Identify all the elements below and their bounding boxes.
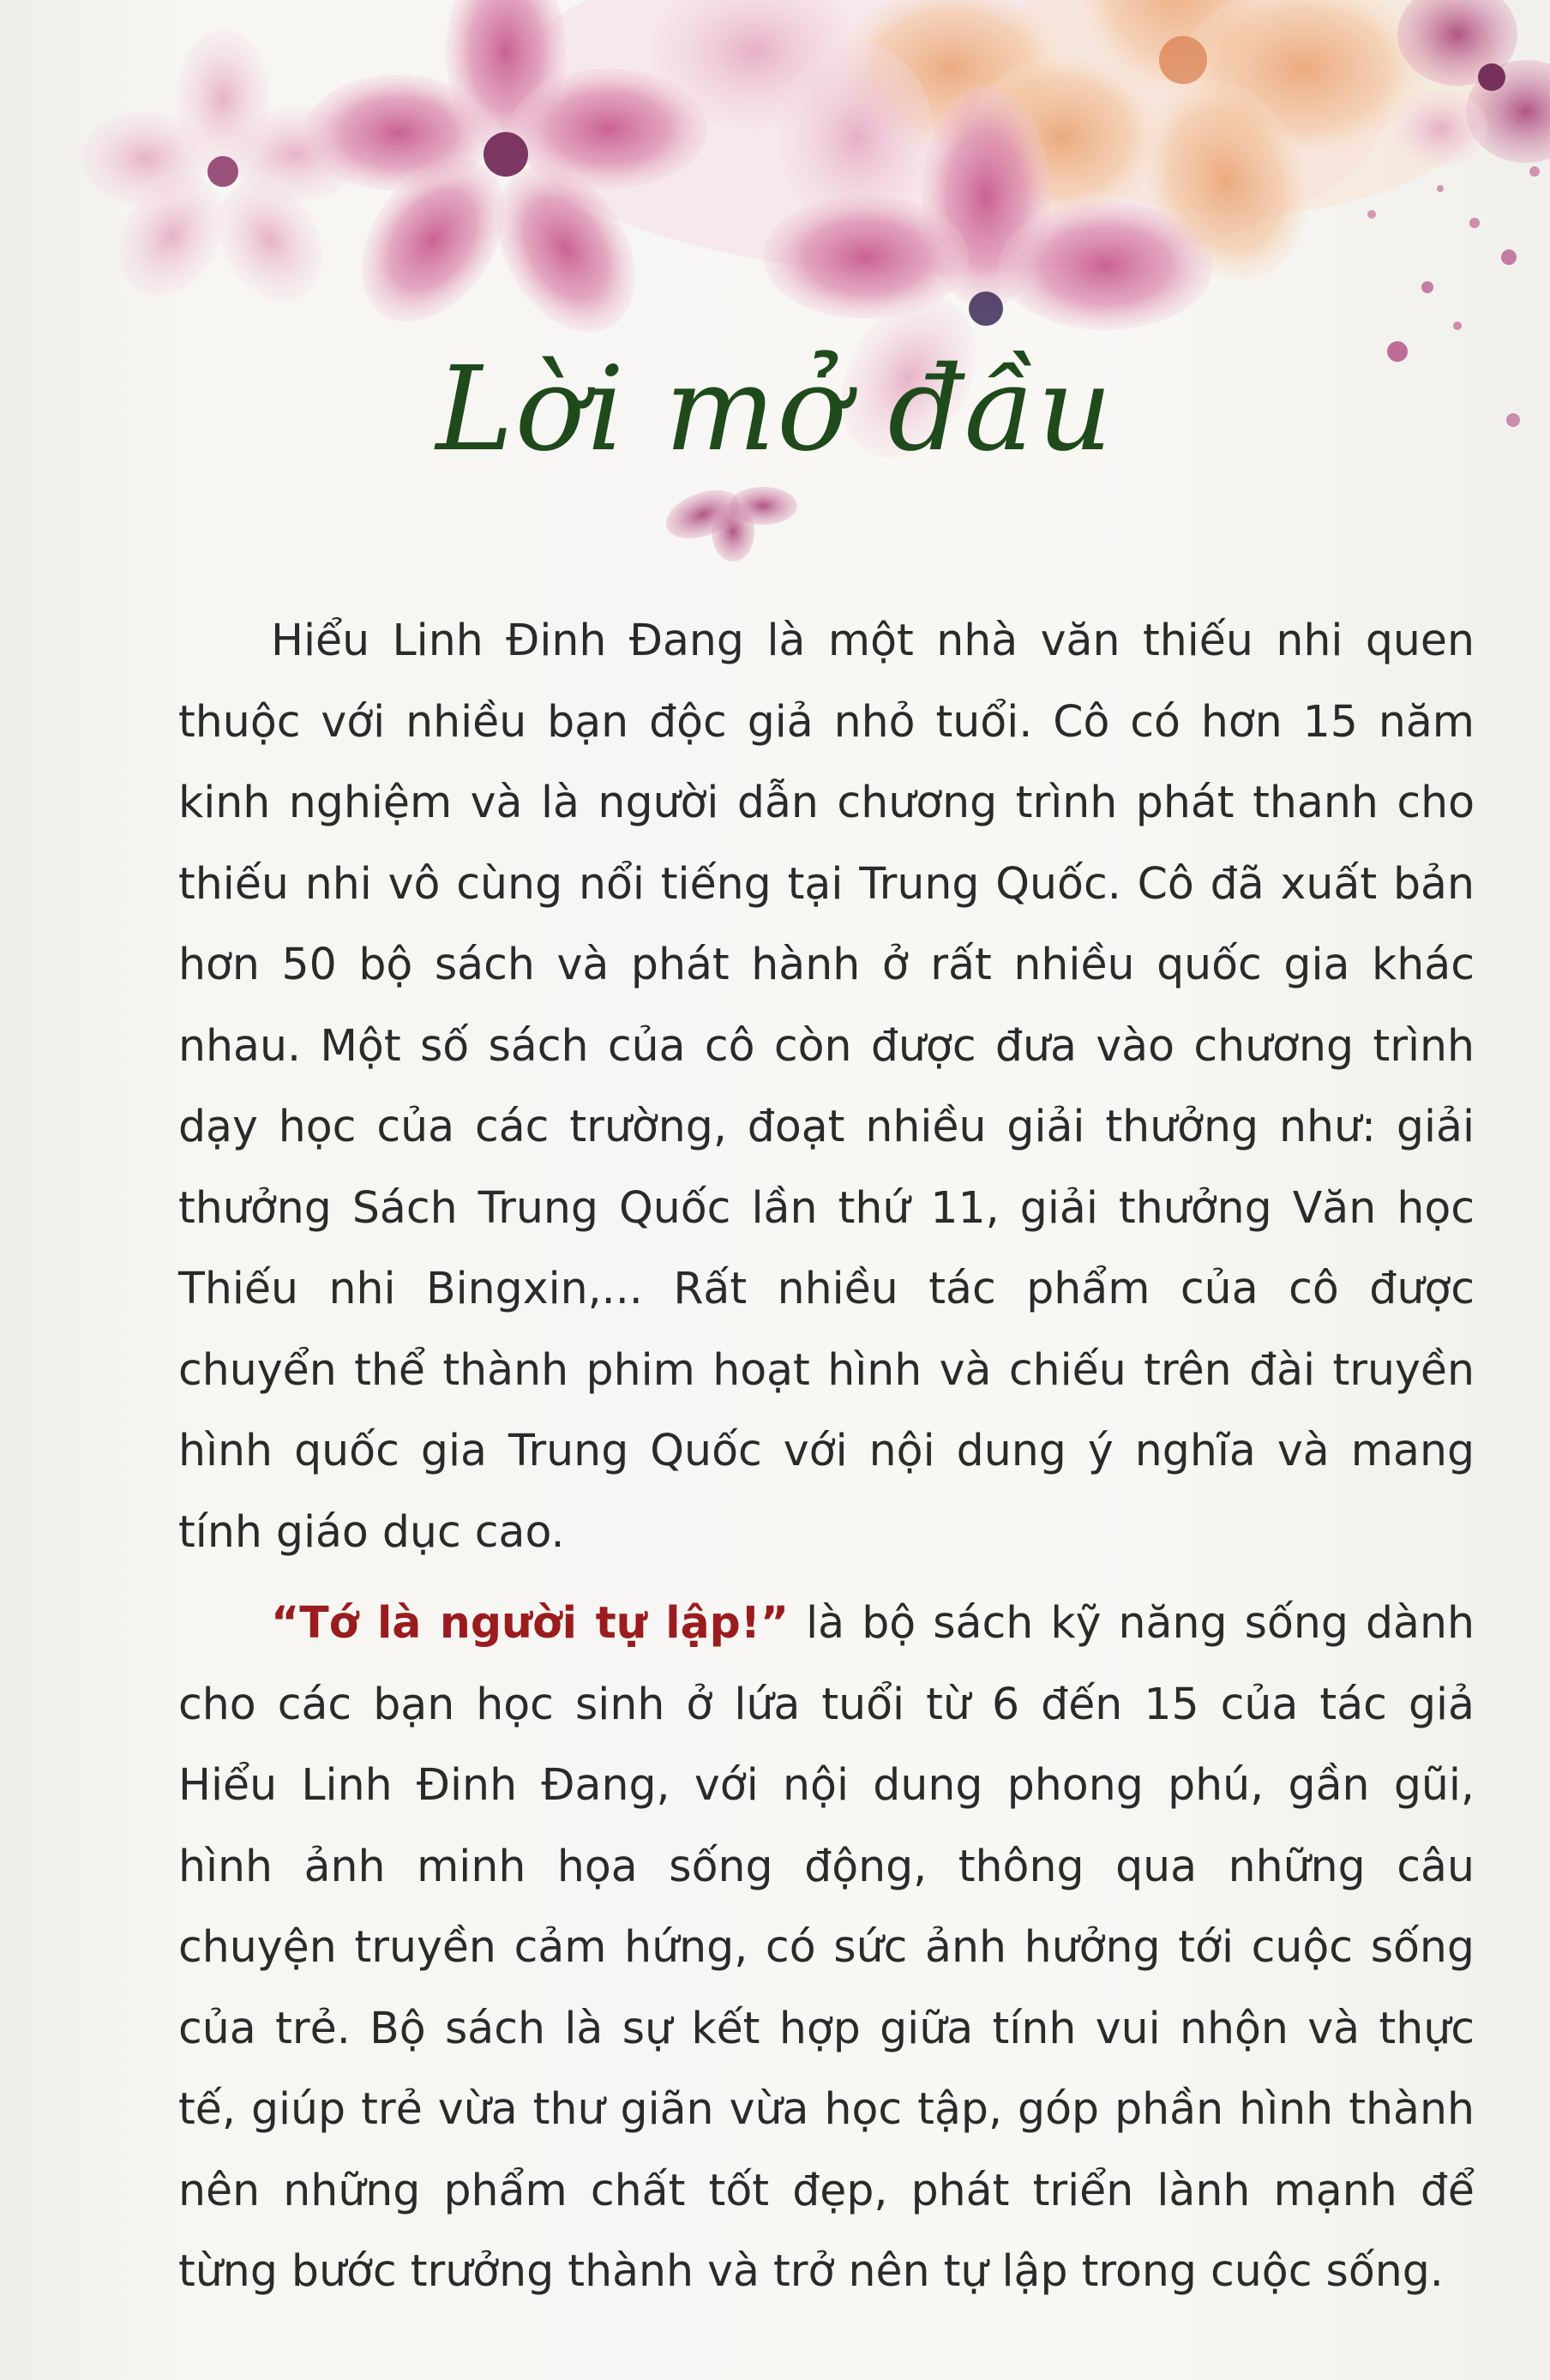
- preface-body: [178, 600, 1475, 2312]
- book-series-title: “Tớ là người tự lập!”: [271, 1597, 790, 1648]
- paragraph-author-bio: Hiểu Linh Đinh Đang là một nhà văn thiếu nhi quen thuộc với nhiều bạn độc giả nhỏ tuổi. Cô có hơn 15 năm kinh nghiệm và là người dẫn chương trình phát thanh cho thiếu nhi vô cùng nổi tiếng tại Trung Quốc. Cô đã xuất bản hơn 50 bộ sách và phát hành ở rất nhiều quốc gia khác nhau. Một số sách của cô còn được đưa vào chương trình dạy học của các trường, đoạt nhiều giải thưởng như: giải thưởng Sách Trung Quốc lần thứ 11, giải thưởng Văn học Thiếu nhi Bingxin,... Rất nhiều tác phẩm của cô được chuyển thể thành phim hoạt hình và chiếu trên đài truyền hình quốc gia Trung Quốc với nội dung ý nghĩa và mang tính giáo dục cao.: [178, 615, 1475, 1557]
- flower-1-icon: [81, 30, 364, 319]
- flower-6-icon: [659, 481, 797, 562]
- paragraph-book-series: [178, 1583, 1475, 2312]
- watercolor-flowers-illustration: [0, 0, 1550, 600]
- page-title: Lời mở đầu: [436, 342, 1114, 478]
- book-series-description: là bộ sách kỹ năng sống dành cho các bạn học sinh ở lứa tuổi từ 6 đến 15 của tác giả Hiểu Linh Đinh Đang, với nội dung phong phú, gần gũi, hình ảnh minh họa sống động, thông qua những câu chuyện truyền cảm hứng, có sức ảnh hưởng tới cuộc sống của trẻ. Bộ sách là sự kết hợp giữa tính vui nhộn và thực tế, giúp trẻ vừa thư giãn vừa học tập, góp phần hình thành nên những phẩm chất tốt đẹp, phát triển lành mạnh để từng bước trưởng thành và trở nên tự lập trong cuộc sống.: [178, 1597, 1475, 2296]
